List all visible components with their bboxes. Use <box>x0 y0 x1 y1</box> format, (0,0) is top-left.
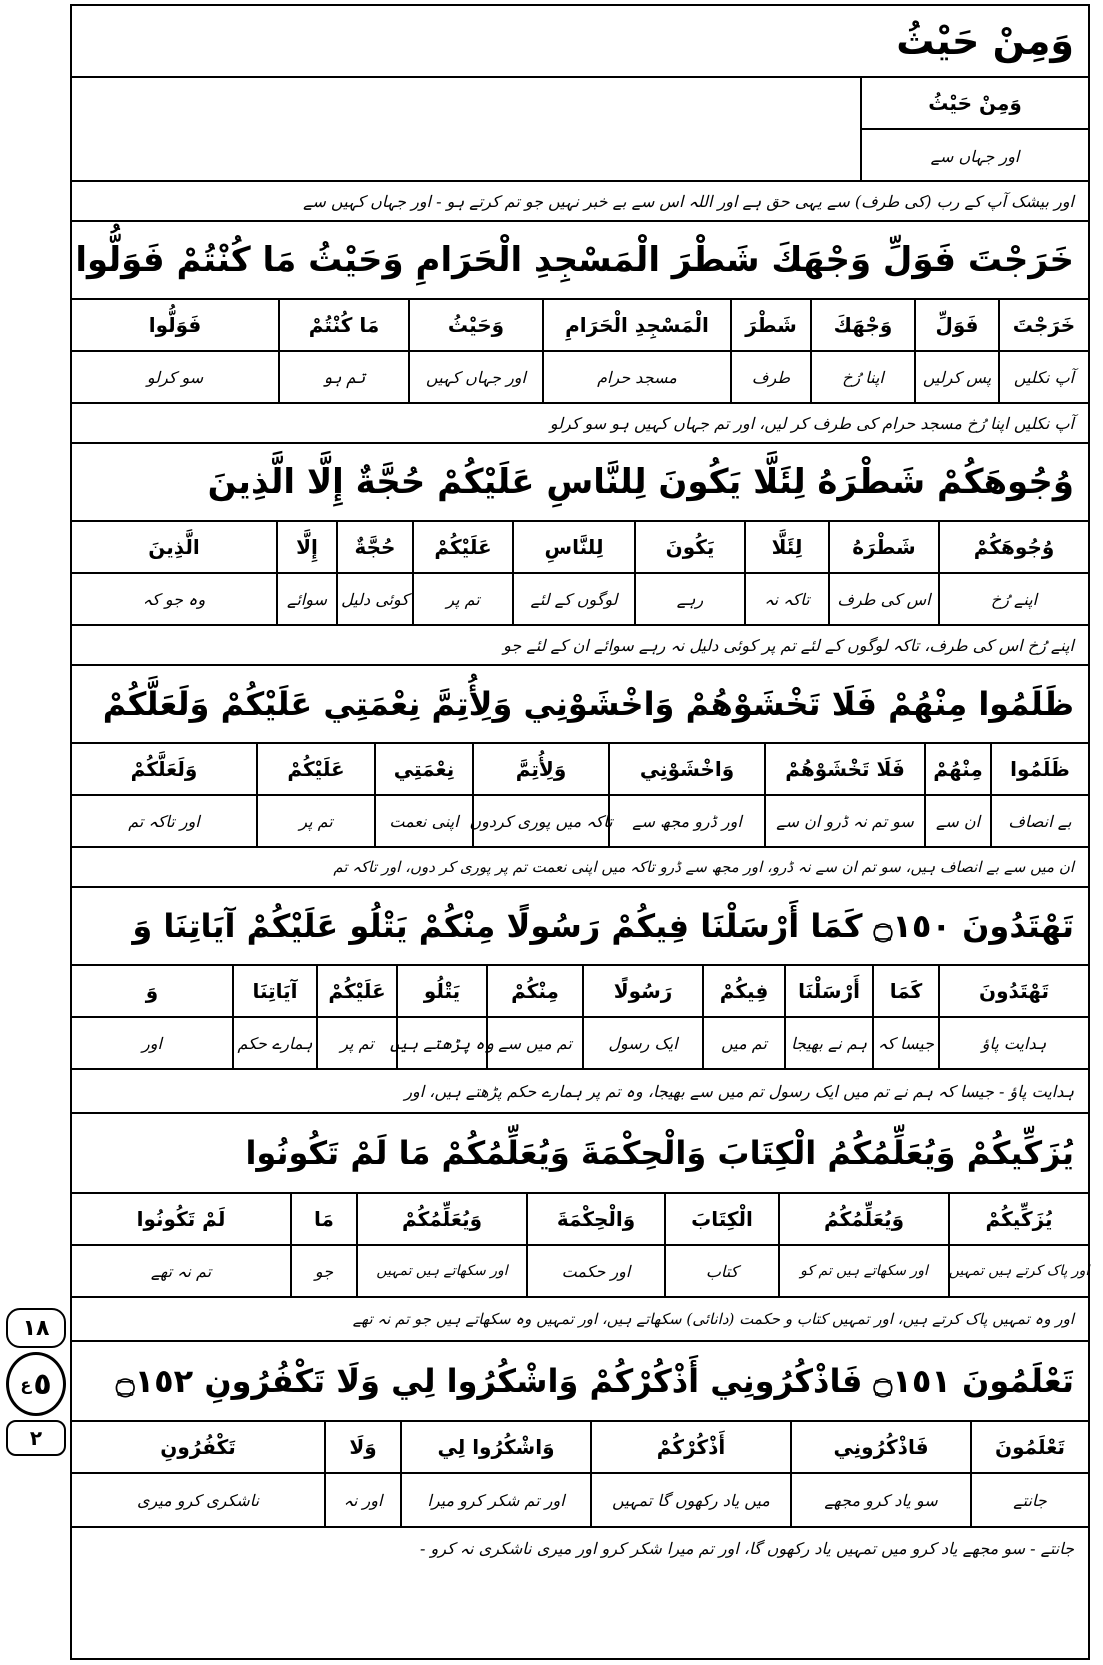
ruku-number-middle: ٥ <box>33 1366 52 1402</box>
word: فَاذْكُرُونِي <box>833 1435 929 1459</box>
verse-row-4 <box>72 888 1088 966</box>
page-frame <box>70 4 1090 1660</box>
meaning-cell <box>316 1018 396 1068</box>
word-cell <box>998 300 1088 350</box>
meaning: ناشکری کرو میری <box>137 1490 260 1510</box>
word-cell <box>232 966 316 1016</box>
word-cell <box>276 522 336 572</box>
meaning-cell <box>582 1018 702 1068</box>
verse-row-6 <box>72 1342 1088 1422</box>
word-cell <box>590 1422 790 1472</box>
meaning: ہم نے بھیجا <box>791 1033 867 1053</box>
word-cell <box>72 522 276 572</box>
word-cell <box>512 522 634 572</box>
word: فَوَلُّوا <box>148 313 202 337</box>
page-title: وَمِنْ حَيْثُ <box>896 19 1074 63</box>
words-row-4 <box>72 966 1088 1018</box>
word-cell <box>72 300 278 350</box>
words-row-3 <box>72 744 1088 796</box>
word: تَهْتَدُونَ <box>979 979 1049 1003</box>
word: مَا كُنْتُمْ <box>308 313 380 337</box>
meaning: جو <box>314 1261 334 1281</box>
word: خَرَجْتَ <box>1012 313 1076 337</box>
meaning-cell <box>542 352 730 402</box>
ruku-number-top: ١٨ <box>22 1315 50 1341</box>
word-cell <box>400 1422 590 1472</box>
word: وَلَا <box>349 1435 377 1459</box>
word-cell <box>542 300 730 350</box>
meanings-row-3 <box>72 796 1088 848</box>
meaning-cell <box>810 352 914 402</box>
word-cell <box>828 522 938 572</box>
ruku-number-bottom: ٢ <box>29 1426 43 1450</box>
meaning: سوائے <box>287 589 327 609</box>
translation-5: اور وہ تمہیں پاک کرتے ہیں، اور تمہیں کتاب و حکمت (دانائی) سکھاتے ہیں، اور تمہیں وہ سکھاتے ہیں جو تم نہ تھے <box>352 1310 1074 1328</box>
meaning-cell <box>72 352 278 402</box>
meaning-cell <box>590 1474 790 1526</box>
meaning-cell <box>469 796 613 846</box>
meaning-cell <box>412 574 512 624</box>
word: لَمْ تَكُونُوا <box>136 1207 226 1231</box>
meaning-cell <box>408 352 542 402</box>
word-cell <box>324 1422 400 1472</box>
intro-translation: اور بیشک آپ کے رب (کی طرف) سے یہی حق ہے اور اللہ اس سے بے خبر نہیں جو تم کرتے ہو - اور جہاں کہیں سے <box>303 191 1074 211</box>
words-row-5 <box>72 1194 1088 1246</box>
verse-row-3 <box>72 666 1088 744</box>
translation-row-6 <box>72 1528 1088 1568</box>
word: إِلَّا <box>296 535 318 559</box>
word: نِعْمَتِي <box>393 757 455 781</box>
word-cell <box>970 1422 1088 1472</box>
word: وُجُوهَكُمْ <box>973 535 1055 559</box>
meaning-cell <box>278 352 408 402</box>
meaning-cell <box>324 1474 400 1526</box>
meanings-row-4 <box>72 1018 1088 1070</box>
word: أَذْكُرْكُمْ <box>656 1435 726 1459</box>
meaning-cell <box>390 1018 494 1068</box>
word-cell <box>702 966 784 1016</box>
meaning: اپنے رُخ <box>990 589 1038 609</box>
word: لِلنَّاسِ <box>544 535 604 559</box>
translation-3: ان میں سے بے انصاف ہیں، سو تم ان سے نہ ڈرو، اور مجھ سے ڈرو تاکہ میں اپنی نعمت تم پر پوری کر دوں، اور تاکہ تم <box>333 858 1074 876</box>
verse-text-2: وُجُوهَكُمْ شَطْرَهُ لِئَلَّا يَكُونَ لِلنَّاسِ عَلَيْكُمْ حُجَّةٌ إِلَّا الَّذِينَ <box>207 462 1074 502</box>
meaning: سو تم نہ ڈرو ان سے <box>776 811 914 831</box>
translation-6: جانتے - سو مجھے یاد کرو میں تمہیں یاد رکھوں گا، اور تم میرا شکر کرو اور میری ناشکری نہ کرو - <box>420 1538 1074 1558</box>
word-cell <box>72 744 256 794</box>
meaning: اپنا رُخ <box>842 367 884 387</box>
meaning: میں یاد رکھوں گا تمہیں <box>612 1490 770 1510</box>
word-cell <box>408 300 542 350</box>
word-cell <box>730 300 810 350</box>
word-cell <box>948 1194 1088 1244</box>
verse-text-4: تَهْتَدُونَ ۝١٥٠ كَمَا أَرْسَلْنَا فِيكُمْ رَسُولًا مِنْكُمْ يَتْلُو عَلَيْكُمْ آيَاتِنَا وَ <box>132 907 1074 945</box>
meaning-cell <box>764 796 924 846</box>
word: يَتْلُو <box>423 979 461 1003</box>
meaning-cell <box>256 796 374 846</box>
word: مِنْهُمْ <box>933 757 983 781</box>
word: مِنْكُمْ <box>511 979 559 1003</box>
word-cell <box>412 522 512 572</box>
meanings-row-6 <box>72 1474 1088 1528</box>
word: الَّذِينَ <box>148 535 200 559</box>
meaning: تاکہ میں پوری کردوں <box>469 811 613 831</box>
verse-row-5 <box>72 1114 1088 1194</box>
word-cell <box>72 1194 290 1244</box>
word: أَرْسَلْنَا <box>798 979 860 1003</box>
word-cell <box>356 1194 526 1244</box>
word: آيَاتِنَا <box>252 979 298 1003</box>
meaning-cell <box>232 1018 316 1068</box>
meaning: پس کرلیں <box>922 367 992 387</box>
word: الْمَسْجِدِ الْحَرَامِ <box>565 313 709 337</box>
word: عَلَيْكُمْ <box>434 535 492 559</box>
meaning-cell <box>784 1018 872 1068</box>
meaning-cell <box>872 1018 938 1068</box>
word-cell <box>872 966 938 1016</box>
word: مَا <box>314 1207 334 1231</box>
words-row-2 <box>72 522 1088 574</box>
word: وَجْهَكَ <box>833 313 893 337</box>
meaning-cell <box>72 1018 232 1068</box>
word: فِيكُمْ <box>719 979 769 1003</box>
word: رَسُولًا <box>613 979 673 1003</box>
word: وَ <box>145 979 159 1003</box>
verse-text-3: ظَلَمُوا مِنْهُمْ فَلَا تَخْشَوْهُمْ وَاخْشَوْنِي وَلِأُتِمَّ نِعْمَتِي عَلَيْكُمْ وَلَعَلَّكُمْ <box>102 685 1074 723</box>
meaning-cell <box>914 352 998 402</box>
meaning-cell <box>990 796 1088 846</box>
meaning: تم پر <box>340 1033 374 1053</box>
word-cell <box>472 744 608 794</box>
meaning: اپنی نعمت <box>389 811 459 831</box>
word: يَكُونَ <box>665 535 715 559</box>
meaning-cell <box>72 796 256 846</box>
meaning: آپ نکلیں <box>1013 367 1075 387</box>
translation-row-2 <box>72 626 1088 666</box>
word: كَمَا <box>889 979 923 1003</box>
meaning-cell <box>970 1474 1088 1526</box>
meanings-row-5 <box>72 1246 1088 1298</box>
word-cell <box>582 966 702 1016</box>
translation-4: ہدایت پاؤ - جیسا کہ ہم نے تم میں ایک رسول تم میں سے بھیجا، وہ تم پر ہمارے حکم پڑھتے ہیں، اور <box>404 1081 1074 1101</box>
meaning: اور تاکہ تم <box>128 811 200 831</box>
word-cell <box>290 1194 356 1244</box>
meaning: تم نہ تھے <box>150 1261 212 1281</box>
word: وَيُعَلِّمُكُمُ <box>823 1207 905 1231</box>
intro-translation-row <box>72 182 1088 222</box>
meaning-cell <box>998 352 1088 402</box>
meaning-cell <box>72 574 276 624</box>
ruku-marker-top <box>6 1308 66 1348</box>
meaning-cell <box>924 796 990 846</box>
meaning: لوگوں کے لئے <box>530 589 618 609</box>
meaning: ہمارے حکم <box>237 1033 313 1053</box>
meaning: بے انصاف <box>1008 811 1072 831</box>
ruku-marker-bottom <box>6 1420 66 1456</box>
meaning: ان سے <box>935 811 981 831</box>
word: وَالْحِكْمَةَ <box>556 1207 636 1231</box>
meanings-row-2 <box>72 574 1088 626</box>
meaning-cell <box>526 1246 664 1296</box>
word-cell <box>784 966 872 1016</box>
meaning-cell <box>664 1246 778 1296</box>
meaning-cell <box>512 574 634 624</box>
word-cell <box>778 1194 948 1244</box>
word: عَلَيْكُمْ <box>328 979 386 1003</box>
word: وَاخْشَوْنِي <box>639 757 735 781</box>
word: حُجَّةٌ <box>354 535 396 559</box>
meaning: سو یاد کرو مجھے <box>824 1490 938 1510</box>
word-cell <box>396 966 486 1016</box>
meaning-cell <box>744 574 828 624</box>
meaning: تم پر <box>446 589 480 609</box>
word: فَلَا تَخْشَوْهُمْ <box>785 757 905 781</box>
word-cell <box>810 300 914 350</box>
ruku-marker-middle <box>6 1352 66 1416</box>
word-cell <box>336 522 412 572</box>
header-title-row <box>72 6 1088 78</box>
word: ظَلَمُوا <box>1010 757 1070 781</box>
word: فَوَلِّ <box>935 313 979 337</box>
word: شَطْرَهُ <box>852 535 916 559</box>
word-cell <box>634 522 744 572</box>
word: لِئَلَّا <box>771 535 803 559</box>
word: وَلِأُتِمَّ <box>515 757 567 781</box>
meaning: تم ہو <box>322 367 366 387</box>
meaning: کتاب <box>705 1261 739 1281</box>
meaning: تاکہ نہ <box>764 589 810 609</box>
translation-row-1 <box>72 404 1088 444</box>
ruku-prefix: ع <box>20 1374 32 1394</box>
word: الْكِتَابَ <box>691 1207 753 1231</box>
meaning: اور حکمت <box>561 1261 631 1281</box>
word-cell <box>938 966 1088 1016</box>
word-cell <box>924 744 990 794</box>
header-word-row <box>72 78 1088 130</box>
meaning: تم پر <box>299 811 333 831</box>
word-cell <box>990 744 1088 794</box>
word-cell <box>256 744 374 794</box>
meaning-cell <box>72 1246 290 1296</box>
header-meaning: اور جہاں سے <box>930 146 1020 166</box>
verse-row-1 <box>72 222 1088 300</box>
translation-1: آپ نکلیں اپنا رُخ مسجد حرام کی طرف کر لیں، اور تم جہاں کہیں ہو سو کرلو <box>549 413 1074 433</box>
header-meaning-row <box>72 130 1088 182</box>
word-cell <box>790 1422 970 1472</box>
word-cell <box>744 522 828 572</box>
word-cell <box>72 1422 324 1472</box>
meaning-cell <box>290 1246 356 1296</box>
words-row-1 <box>72 300 1088 352</box>
meaning-cell <box>356 1246 526 1296</box>
word: وَحَيْثُ <box>447 313 505 337</box>
translation-row-5 <box>72 1298 1088 1342</box>
verse-text-1: خَرَجْتَ فَوَلِّ وَجْهَكَ شَطْرَ الْمَسْجِدِ الْحَرَامِ وَحَيْثُ مَا كُنْتُمْ فَوَلُّوا <box>75 240 1074 280</box>
meaning: رہے <box>676 589 704 609</box>
header-word: وَمِنْ حَيْثُ <box>928 91 1022 115</box>
verse-text-6: تَعْلَمُونَ ۝١٥١ فَاذْكُرُونِي أَذْكُرْكُمْ وَاشْكُرُوا لِي وَلَا تَكْفُرُونِ ۝١٥٢ <box>115 1362 1074 1400</box>
meaning: وہ پڑھتے ہیں <box>390 1033 494 1053</box>
meaning-cell <box>608 796 764 846</box>
meaning: جیسا کہ <box>878 1033 934 1053</box>
meaning-cell <box>400 1474 590 1526</box>
meaning: اور تم شکر کرو میرا <box>427 1490 565 1510</box>
word: شَطْرَ <box>745 313 797 337</box>
meaning: سو کرلو <box>146 367 204 387</box>
word-cell <box>764 744 924 794</box>
translation-2: اپنے رُخ اس کی طرف، تاکہ لوگوں کے لئے تم پر کوئی دلیل نہ رہے سوائے ان کے لئے جو <box>503 635 1074 655</box>
meaning-cell <box>778 1246 948 1296</box>
meaning-cell <box>276 574 336 624</box>
meaning: کوئی دلیل <box>341 589 409 609</box>
meaning: اور نہ <box>343 1490 383 1510</box>
translation-row-3 <box>72 848 1088 888</box>
word: يُزَكِّيكُمْ <box>985 1207 1053 1231</box>
meaning: اس کی طرف <box>837 589 931 609</box>
meaning: وہ جو کہ <box>142 589 206 609</box>
word-cell <box>374 744 472 794</box>
word-cell <box>72 966 232 1016</box>
word-cell <box>526 1194 664 1244</box>
meaning-cell <box>374 796 472 846</box>
word: وَاشْكُرُوا لِي <box>437 1435 555 1459</box>
meaning: طرف <box>751 367 791 387</box>
meaning: اور سکھاتے ہیں تم کو <box>800 1263 928 1279</box>
word-cell <box>278 300 408 350</box>
meaning-cell <box>938 1018 1088 1068</box>
header-word-cell <box>860 78 1088 130</box>
word: عَلَيْكُمْ <box>287 757 345 781</box>
meaning: اور سکھاتے ہیں تمہیں <box>376 1263 508 1279</box>
meaning: جانتے <box>1013 1490 1047 1510</box>
meaning: ایک رسول <box>608 1033 678 1053</box>
word-cell <box>486 966 582 1016</box>
word-cell <box>316 966 396 1016</box>
header-meaning-cell <box>860 130 1088 182</box>
meaning: مسجد حرام <box>597 367 677 387</box>
meaning: اور ڈرو مجھ سے <box>632 811 742 831</box>
meaning: تم میں سے <box>498 1033 572 1053</box>
meaning-cell <box>828 574 938 624</box>
meaning-cell <box>730 352 810 402</box>
meaning-cell <box>790 1474 970 1526</box>
meaning-cell <box>938 574 1088 624</box>
verse-row-2 <box>72 444 1088 522</box>
translation-row-4 <box>72 1070 1088 1114</box>
meaning: اور پاک کرتے ہیں تمہیں <box>948 1263 1090 1279</box>
meaning: اور <box>142 1033 162 1053</box>
meaning: ہدایت پاؤ <box>981 1033 1047 1053</box>
meaning-cell <box>72 1474 324 1526</box>
meaning-cell <box>486 1018 582 1068</box>
word: تَعْلَمُونَ <box>995 1435 1065 1459</box>
meaning-cell <box>702 1018 784 1068</box>
words-row-6 <box>72 1422 1088 1474</box>
meaning-cell <box>336 574 412 624</box>
word-cell <box>914 300 998 350</box>
word-cell <box>664 1194 778 1244</box>
word-cell <box>938 522 1088 572</box>
word: وَلَعَلَّكُمْ <box>130 757 198 781</box>
word: تَكْفُرُونِ <box>160 1435 236 1459</box>
word: وَيُعَلِّمُكُمْ <box>401 1207 483 1231</box>
meanings-row-1 <box>72 352 1088 404</box>
meaning-cell <box>634 574 744 624</box>
word-cell <box>608 744 764 794</box>
meaning: تم میں <box>721 1033 767 1053</box>
meaning: اور جہاں کہیں <box>426 367 526 387</box>
verse-text-5: يُزَكِّيكُمْ وَيُعَلِّمُكُمُ الْكِتَابَ وَالْحِكْمَةَ وَيُعَلِّمُكُمْ مَا لَمْ تَكُونُوا <box>245 1134 1074 1172</box>
meaning-cell <box>948 1246 1088 1296</box>
